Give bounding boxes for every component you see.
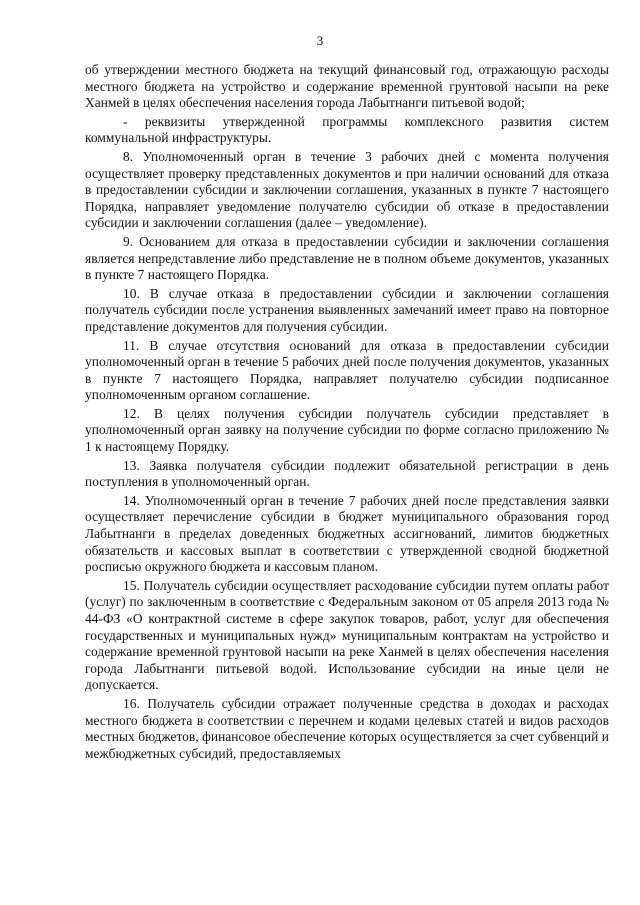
paragraph-16: 16. Получатель субсидии отражает полученные средства в доходах и расходах местного бюджета в соответствии с перечнем и кодами целевых статей и видов расходов местных бюджетов, финансовое обеспечение которых осуществляется за счет субвенций и межбюджетных субсидий, предоставляемых xyxy=(85,695,609,761)
page-number: 3 xyxy=(316,33,324,48)
paragraph-requisites: - реквизиты утвержденной программы комплексного развития систем коммунальной инфраструктуры. xyxy=(85,113,609,146)
paragraph-10: 10. В случае отказа в предоставлении субсидии и заключении соглашения получатель субсидии после устранения выявленных замечаний имеет право на повторное представление документов для получения субсидии. xyxy=(85,285,609,334)
document-body xyxy=(85,62,609,764)
paragraph-continuation: об утверждении местного бюджета на текущий финансовый год, отражающую расходы местного бюджета на устройство и содержание временной грунтовой насыпи на реке Ханмей в целях обеспечения населения города Лабытнанги питьевой водой; xyxy=(85,62,609,111)
paragraph-15: 15. Получатель субсидии осуществляет расходование субсидии путем оплаты работ (услуг) по заключенным в соответствие с Федеральным законом от 05 апреля 2013 года № 44-ФЗ «О контрактной системе в сфере закупок товаров, работ, услуг для обеспечения государственных и муниципальных нужд» муниципальным контрактам на устройство и содержание временной грунтовой насыпи на реке Ханмей в целях обеспечения населения города Лабытнанги питьевой водой. Использование субсидии на иные цели не допускается. xyxy=(85,577,609,693)
paragraph-12: 12. В целях получения субсидии получатель субсидии представляет в уполномоченный орган заявку на получение субсидии по форме согласно приложению № 1 к настоящему Порядку. xyxy=(85,405,609,455)
paragraph-9: 9. Основанием для отказа в предоставлении субсидии и заключении соглашения является непредставление либо представление не в полном объеме документов, указанных в пункте 7 настоящего Порядка. xyxy=(85,233,609,283)
paragraph-8: 8. Уполномоченный орган в течение 3 рабочих дней с момента получения осуществляет проверку представленных документов и при наличии оснований для отказа в предоставлении субсидии и заключении соглашения, указанных в пункте 7 настоящего Порядка, направляет уведомление получателю субсидии об отказе в предоставлении субсидии и заключении соглашения (далее – уведомление). xyxy=(85,148,609,231)
paragraph-13: 13. Заявка получателя субсидии подлежит обязательной регистрации в день поступления в уполномоченный орган. xyxy=(85,457,609,490)
paragraph-14: 14. Уполномоченный орган в течение 7 рабочих дней после представления заявки осуществляет перечисление субсидии в бюджет муниципального образования город Лабытнанги в пределах доведенных бюджетных ассигнований, лимитов бюджетных обязательств и кассовых выплат в соответствии с утвержденной сводной бюджетной росписью окружного бюджета и кассовым планом. xyxy=(85,492,609,575)
paragraph-11: 11. В случае отсутствия оснований для отказа в предоставлении субсидии уполномоченный орган в течение 5 рабочих дней после получения документов, указанных в пункте 7 настоящего Порядка, направляет получателю субсидии подписанное уполномоченным органом соглашение. xyxy=(85,337,609,403)
